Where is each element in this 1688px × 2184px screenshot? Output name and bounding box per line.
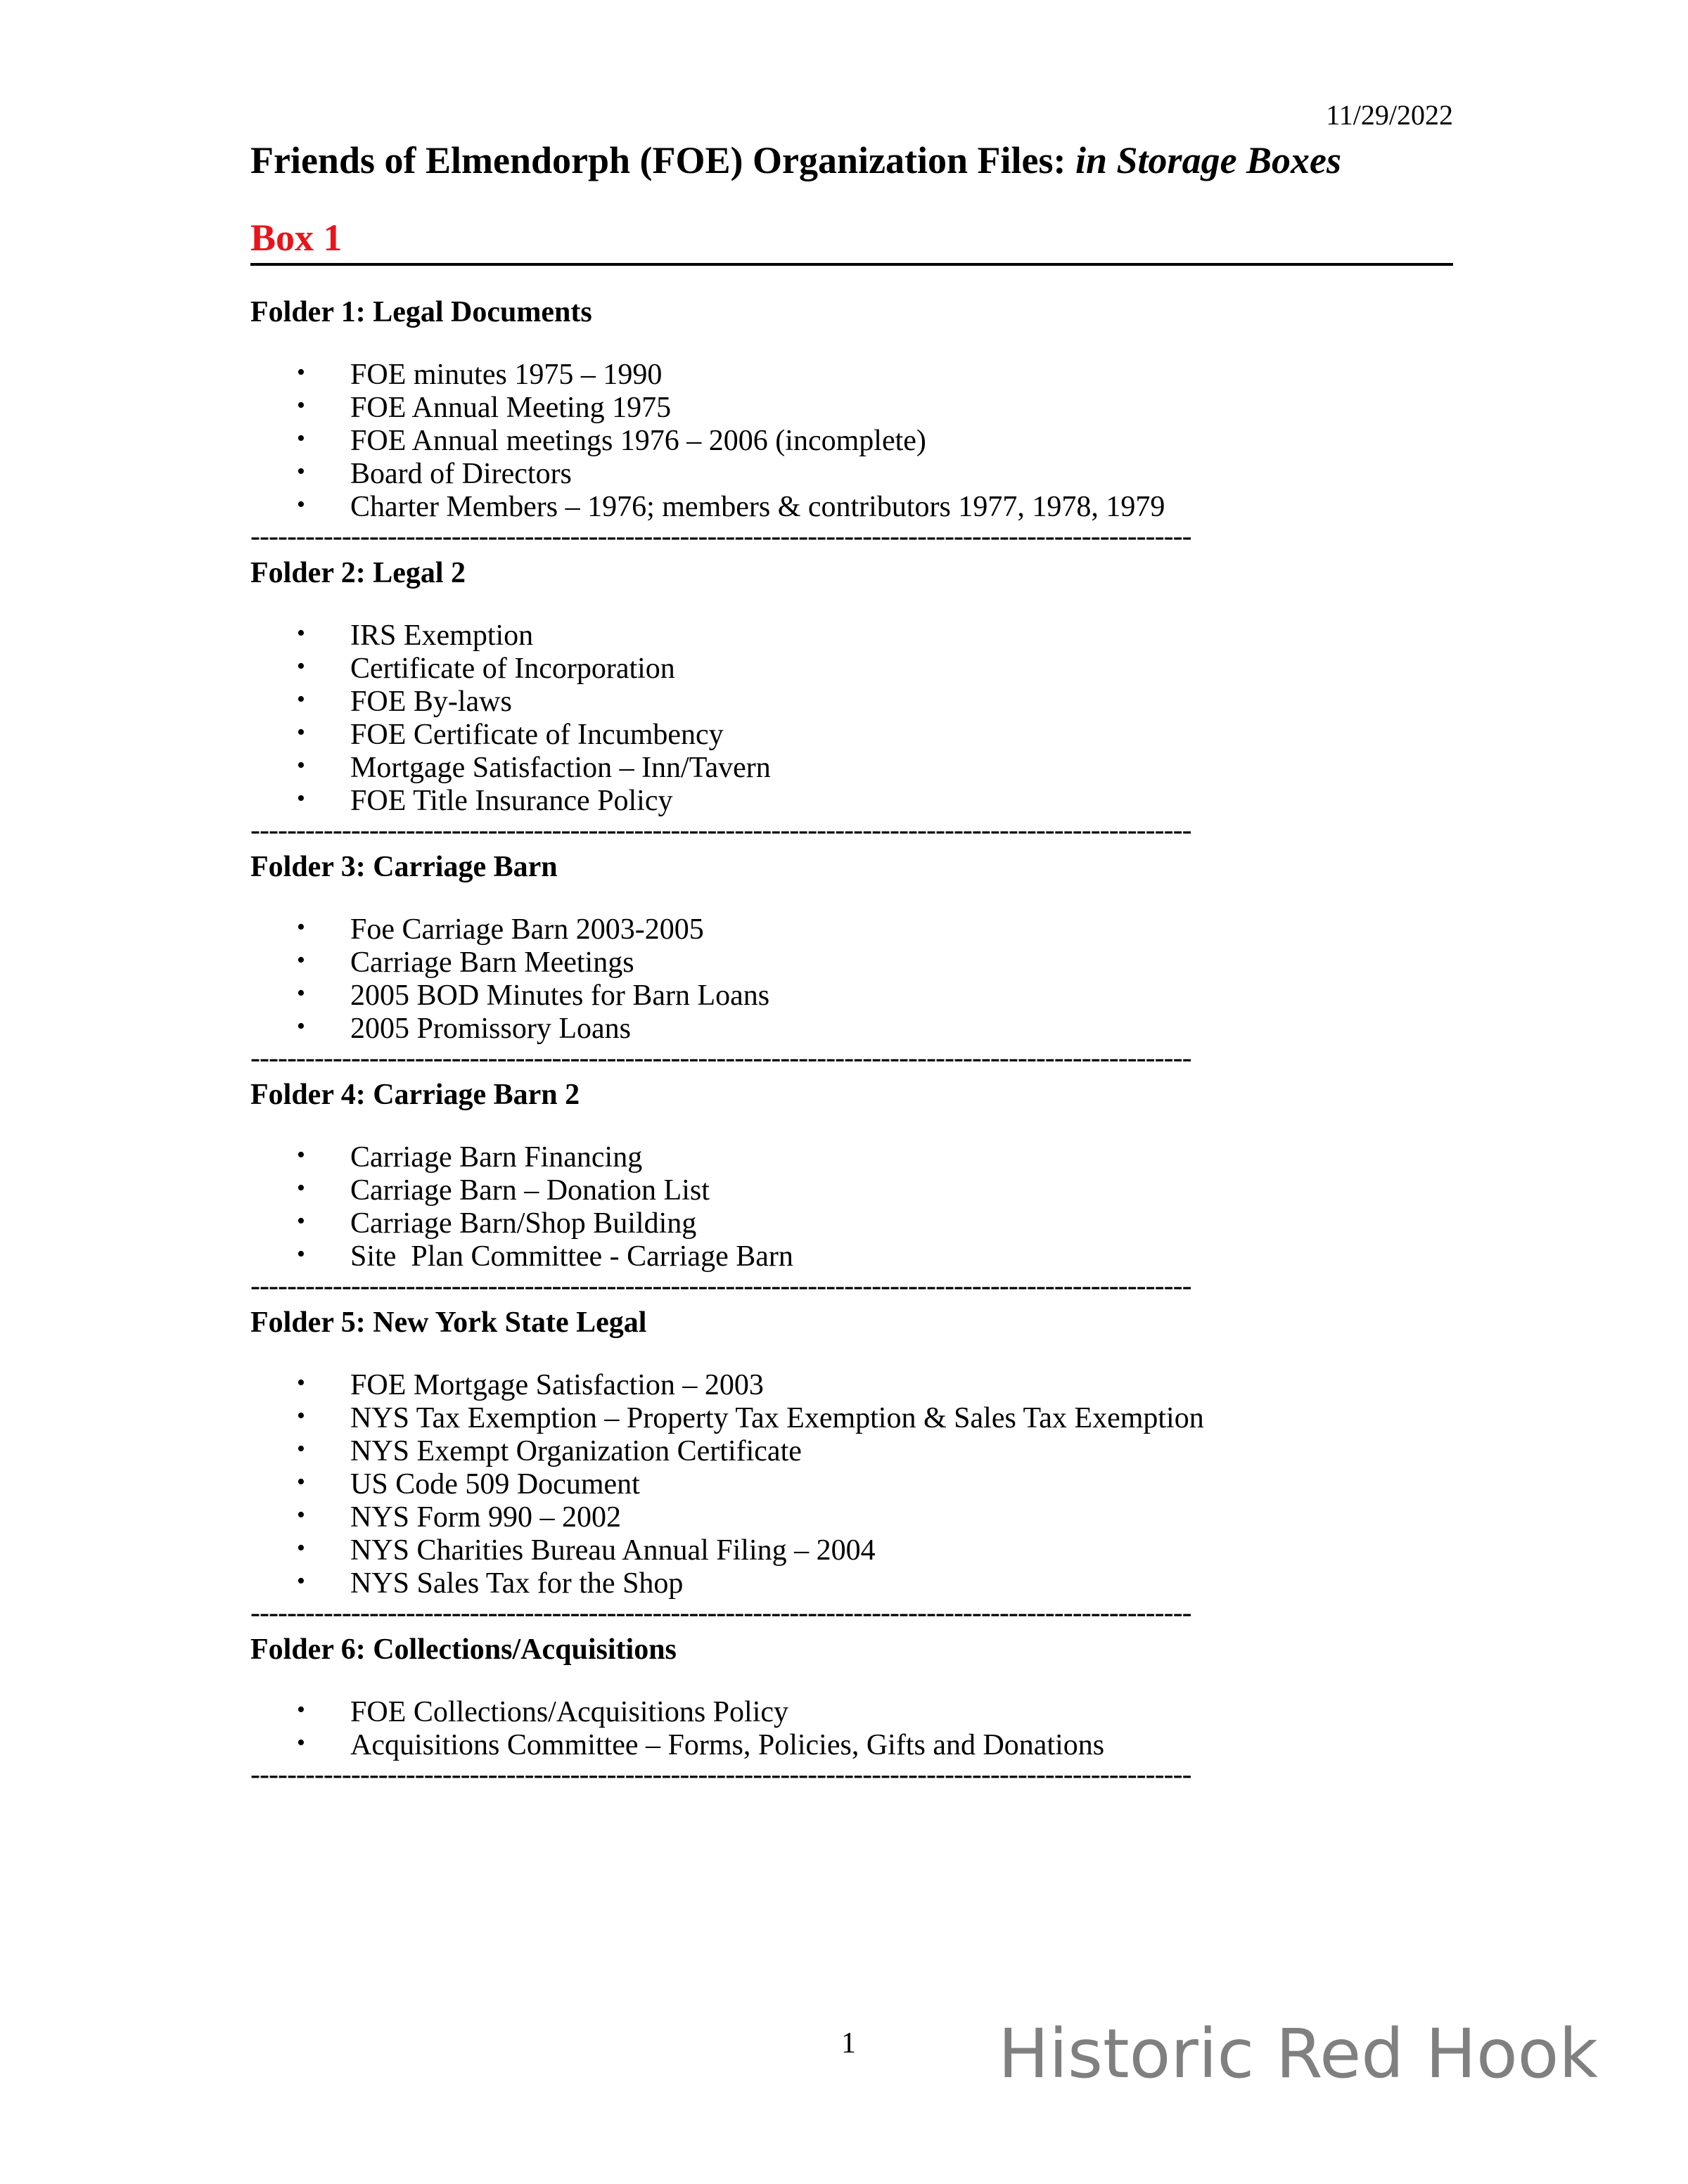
bullet-icon: • (297, 1013, 305, 1039)
list-item (250, 1402, 1488, 1435)
list-item-text: 2005 Promissory Loans (350, 1013, 631, 1045)
bullet-icon: • (297, 1469, 305, 1495)
folder-item-list (250, 1696, 1488, 1762)
bullet-icon: • (297, 1208, 305, 1234)
dashed-divider: ------------------------------------------------------------------------------------------------------- (250, 1273, 1191, 1299)
list-item (250, 719, 1488, 752)
bullet-icon: • (297, 1142, 305, 1168)
title-main: Friends of Elmendorph (FOE) Organization Files: (250, 139, 1075, 181)
folder-section (250, 1631, 1488, 1787)
bullet-icon: • (297, 719, 305, 745)
list-item-text: FOE Certificate of Incumbency (350, 719, 724, 751)
folder-title: Folder 1: Legal Documents (250, 296, 592, 328)
list-item (250, 1435, 1488, 1468)
folder-section (250, 1304, 1488, 1626)
dashed-divider: ------------------------------------------------------------------------------------------------------- (250, 1600, 1191, 1626)
list-item-text: FOE minutes 1975 – 1990 (350, 359, 663, 391)
list-item (250, 1240, 1488, 1273)
list-item (250, 979, 1488, 1013)
folder-item-list (250, 913, 1488, 1046)
list-item (250, 1174, 1488, 1207)
list-item-text: NYS Charities Bureau Annual Filing – 2004 (350, 1534, 876, 1567)
list-item (250, 752, 1488, 785)
list-item-text: FOE By-laws (350, 686, 512, 718)
folder-item-list (250, 1141, 1488, 1273)
list-item (250, 913, 1488, 946)
document-title (250, 138, 1341, 183)
bullet-icon: • (297, 1370, 305, 1396)
folder-title: Folder 2: Legal 2 (250, 557, 466, 589)
list-item-text: Mortgage Satisfaction – Inn/Tavern (350, 752, 771, 784)
bullet-icon: • (297, 1241, 305, 1267)
list-item (250, 1468, 1488, 1501)
list-item-text: Carriage Barn – Donation List (350, 1174, 710, 1207)
list-item (250, 392, 1488, 425)
list-item-text: Acquisitions Committee – Forms, Policies, Gifts and Donations (350, 1729, 1105, 1761)
folder-title: Folder 5: New York State Legal (250, 1306, 647, 1339)
bullet-icon: • (297, 1697, 305, 1723)
dashed-divider: ------------------------------------------------------------------------------------------------------- (250, 1762, 1191, 1787)
list-item (250, 1369, 1488, 1402)
list-item-text: FOE Annual meetings 1976 – 2006 (incomplete) (350, 425, 926, 457)
bullet-icon: • (297, 1730, 305, 1756)
list-item-text: FOE Title Insurance Policy (350, 785, 673, 817)
list-item-text: FOE Mortgage Satisfaction – 2003 (350, 1369, 764, 1401)
bullet-icon: • (297, 1175, 305, 1201)
list-item (250, 1013, 1488, 1046)
list-item-text: Carriage Barn/Shop Building (350, 1207, 697, 1240)
list-item (250, 619, 1488, 653)
list-item (250, 425, 1488, 458)
bullet-icon: • (297, 1403, 305, 1429)
bullet-icon: • (297, 425, 305, 451)
folder-section (250, 1077, 1488, 1299)
list-item-text: NYS Exempt Organization Certificate (350, 1435, 802, 1467)
folder-section (250, 294, 1488, 549)
dashed-divider: ------------------------------------------------------------------------------------------------------- (250, 1046, 1191, 1071)
folder-section (250, 555, 1488, 843)
list-item-text: NYS Sales Tax for the Shop (350, 1567, 684, 1600)
list-item-text: FOE Collections/Acquisitions Policy (350, 1696, 789, 1728)
bullet-icon: • (297, 980, 305, 1006)
folder-item-list (250, 619, 1488, 818)
list-item-text: Charter Members – 1976; members & contributors 1977, 1978, 1979 (350, 491, 1165, 523)
list-item (250, 1501, 1488, 1534)
list-item (250, 458, 1488, 491)
list-item-text: Board of Directors (350, 458, 572, 490)
bullet-icon: • (297, 653, 305, 679)
bullet-icon: • (297, 1535, 305, 1561)
list-item-text: NYS Form 990 – 2002 (350, 1501, 622, 1534)
list-item (250, 491, 1488, 524)
dashed-divider: ------------------------------------------------------------------------------------------------------- (250, 524, 1191, 549)
bullet-icon: • (297, 1502, 305, 1528)
list-item-text: Carriage Barn Financing (350, 1141, 643, 1174)
list-item (250, 1729, 1488, 1762)
list-item (250, 1534, 1488, 1567)
folder-item-list (250, 1369, 1488, 1600)
bullet-icon: • (297, 392, 305, 418)
list-item-text: Site Plan Committee - Carriage Barn (350, 1240, 793, 1273)
bullet-icon: • (297, 914, 305, 940)
folder-title: Folder 6: Collections/Acquisitions (250, 1633, 677, 1666)
list-item-text: IRS Exemption (350, 619, 534, 652)
box-heading: Box 1 (250, 215, 1453, 266)
bullet-icon: • (297, 947, 305, 973)
title-italic: in Storage Boxes (1075, 139, 1342, 181)
list-item-text: Foe Carriage Barn 2003-2005 (350, 913, 704, 946)
list-item (250, 1696, 1488, 1729)
bullet-icon: • (297, 686, 305, 712)
list-item (250, 1141, 1488, 1174)
bullet-icon: • (297, 458, 305, 484)
list-item-text: FOE Annual Meeting 1975 (350, 392, 672, 424)
folder-list (250, 294, 1488, 1793)
folder-title: Folder 4: Carriage Barn 2 (250, 1079, 580, 1111)
list-item-text: NYS Tax Exemption – Property Tax Exemption & Sales Tax Exemption (350, 1402, 1204, 1434)
bullet-icon: • (297, 1568, 305, 1594)
list-item-text: Certificate of Incorporation (350, 653, 675, 685)
watermark-logo-text: Historic Red Hook (998, 2015, 1598, 2093)
document-date: 11/29/2022 (1326, 99, 1453, 131)
list-item-text: Carriage Barn Meetings (350, 946, 634, 979)
bullet-icon: • (297, 1436, 305, 1462)
list-item (250, 1567, 1488, 1600)
bullet-icon: • (297, 492, 305, 518)
page-number: 1 (841, 2027, 856, 2060)
folder-section (250, 849, 1488, 1071)
list-item-text: US Code 509 Document (350, 1468, 640, 1501)
bullet-icon: • (297, 752, 305, 778)
list-item (250, 686, 1488, 719)
bullet-icon: • (297, 359, 305, 385)
list-item (250, 946, 1488, 979)
list-item (250, 359, 1488, 392)
folder-item-list (250, 359, 1488, 524)
folder-title: Folder 3: Carriage Barn (250, 851, 558, 883)
list-item (250, 653, 1488, 686)
dashed-divider: ------------------------------------------------------------------------------------------------------- (250, 818, 1191, 843)
bullet-icon: • (297, 620, 305, 646)
list-item (250, 1207, 1488, 1240)
list-item-text: 2005 BOD Minutes for Barn Loans (350, 979, 770, 1012)
bullet-icon: • (297, 785, 305, 811)
list-item (250, 785, 1488, 818)
